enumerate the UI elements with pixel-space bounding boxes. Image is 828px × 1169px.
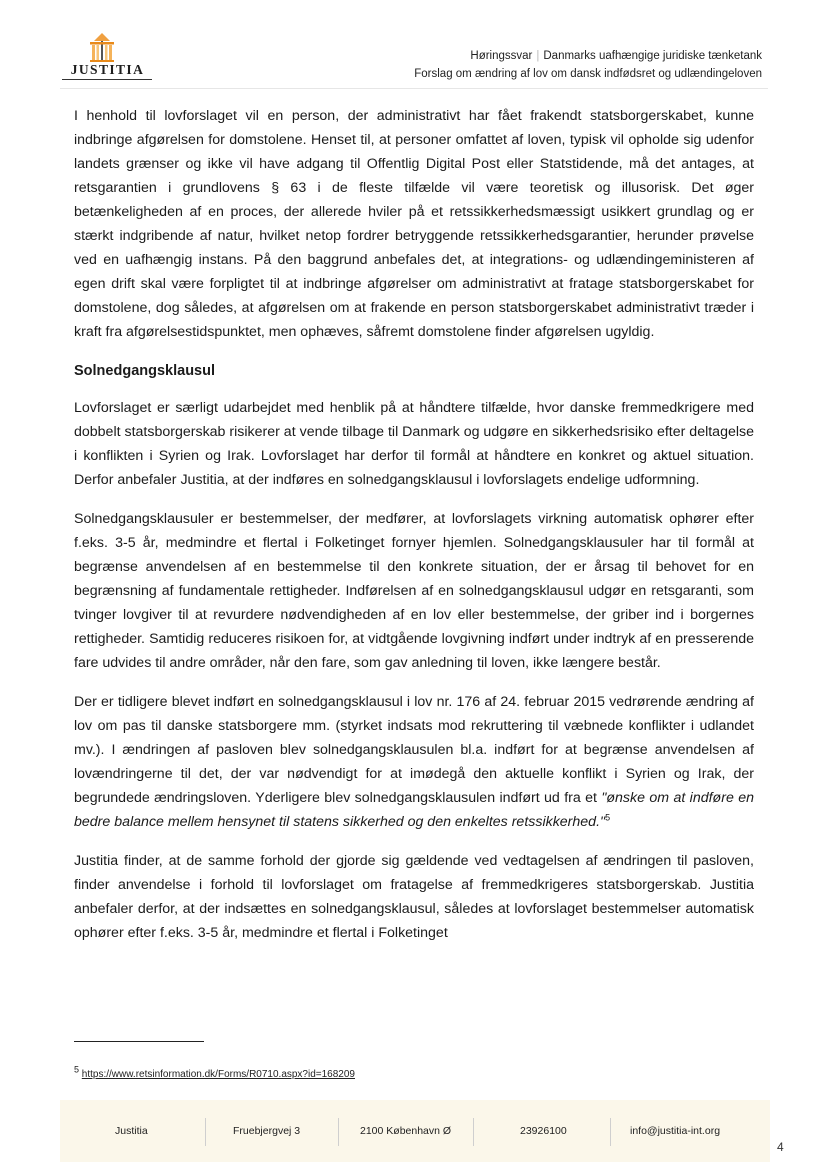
paragraph-2: Lovforslaget er særligt udarbejdet med henblik på at håndtere tilfælde, hvor danske fremmedkrigere med dobbelt statsborgerskab risikerer at vende tilbage til Danmark og udgøre en sikkerhedsrisiko efter deltagelse i konflikten i Syrien og Irak. Lovforslaget har derfor til formål at håndtere en konkret og aktuel situation. Derfor anbefaler Justitia, at der indføres en solnedgangsklausul i lovforslagets endelige udformning. <box>74 400 754 488</box>
justitia-logo <box>60 32 155 82</box>
logo-underline <box>62 79 152 80</box>
footnote-number: 5 <box>74 1064 80 1075</box>
header-divider <box>60 88 768 89</box>
footer-street: Fruebjergvej 3 <box>233 1125 301 1137</box>
document-subject: Forslag om ændring af lov om dansk indfødsret og udlændingeloven <box>414 68 762 80</box>
footer-email[interactable]: info@justitia-int.org <box>630 1125 721 1137</box>
paragraph-4 <box>74 690 754 834</box>
footer-divider <box>473 1118 474 1146</box>
page-number: 4 <box>777 1140 784 1154</box>
document-type: Høringssvar <box>470 50 533 62</box>
paragraph-4-quote: "ønske om at indføre en bedre balance mellem hensynet til statens sikkerhed og den enkeltes retssikkerhed." <box>74 790 754 830</box>
paragraph-3: Solnedgangsklausuler er bestemmelser, der medfører, at lovforslagets virkning automatisk ophører efter f.eks. 3-5 år, medmindre et flertal i Folketinget fornyer hjemlen. Solnedgangsklausuler har til formål at begrænse anvendelsen af en bestemmelse til den konkrete situation, der er årsag til behovet for en begrænsning af fundamentale rettigheder. Indførelsen af en solnedgangsklausul udgør en retsgaranti, som tvinger lovgiver til at revurdere nødvendigheden af en lov eller bestemmelse, der griber ind i borgernes rettigheder. Samtidig reduceres risikoen for, at vidtgående lovgivning indført under indtryk af en presserende fare udvides til andre områder, når den fare, som gav anledning til loven, ikke længere består. <box>74 511 754 671</box>
footer-divider <box>205 1118 206 1146</box>
footer-city: 2100 København Ø <box>360 1125 452 1137</box>
organization-tagline: Danmarks uafhængige juridiske tænketank <box>543 50 762 62</box>
scales-of-justice-icon <box>84 32 120 64</box>
header-info <box>414 47 762 83</box>
paragraph-4-text: Der er tidligere blevet indført en solnedgangsklausul i lov nr. 176 af 24. februar 2015 vedrørende ændring af lov om pas til danske statsborgere mm. (styrket indsats mod rekruttering til væbnede konflikter i udlandet mv.). I ændringen af pasloven blev solnedgangsklausulen bl.a. indført for at begrænse anvendelsen af lovændringerne til det, der var nødvendigt for at imødegå den aktuelle konflikt i Syrien og Irak, der begrundede ændringsloven. Yderligere blev solnedgangsklausulen indført ud fra et <box>74 694 754 806</box>
logo-text: JUSTITIA <box>70 62 145 77</box>
footnote-reference[interactable]: 5 <box>605 812 611 823</box>
page-footer <box>60 1100 770 1162</box>
paragraph-1: I henhold til lovforslaget vil en person, der administrativt har fået frakendt statsborgerskabet, kunne indbringe afgørelsen for domstolene. Henset til, at personer omfattet af loven, typisk vil opholde sig udenfor landets grænser og ikke vil have adgang til Offentlig Digital Post eller Statstidende, må det antages, at retsgarantien i grundlovens § 63 i de fleste tilfælde vil være teoretisk og illusorisk. Det øger betænkeligheden af en proces, der allerede hviler på et retssikkerhedsmæssigt usikkert grundlag og er stærkt indgribende af natur, hvilket netop fordrer betryggende retssikkerhedsgarantier, herunder prøvelse ved en uafhængig instans. På den baggrund anbefales det, at integrations- og udlændingeministeren af egen drift skal være forpligtet til at indbringe afgørelser om administrativt at fratage statsborgerskabet for domstolene, dog således, at afgørelsen om at frakende en person statsborgerskabet administrativt træder i kraft fra afgørelsestidspunktet, men ophæves, såfremt domstolene finder afgørelsen ugyldig. <box>74 108 754 340</box>
footnote <box>74 1064 355 1080</box>
paragraph-5: Justitia finder, at de samme forhold der gjorde sig gældende ved vedtagelsen af ændringen til pasloven, finder anvendelse i forhold til lovforslaget om fratagelse af fremmedkrigeres statsborgerskab. Justitia anbefaler derfor, at der indsættes en solnedgangsklausul, således at lovforslaget bestemmelser automatisk ophører efter f.eks. 3-5 år, medmindre et flertal i Folketinget <box>74 853 754 941</box>
footer-divider <box>338 1118 339 1146</box>
header-line-1 <box>414 47 762 65</box>
footer-org: Justitia <box>115 1125 148 1137</box>
footer-divider <box>610 1118 611 1146</box>
document-body <box>74 104 754 960</box>
footer-phone: 23926100 <box>520 1125 567 1137</box>
footnote-divider <box>74 1041 204 1042</box>
footnote-link[interactable]: https://www.retsinformation.dk/Forms/R0710.aspx?id=168209 <box>81 1069 355 1080</box>
page-header <box>0 0 828 95</box>
header-separator: | <box>536 50 540 62</box>
section-heading: Solnedgangsklausul <box>74 363 215 379</box>
